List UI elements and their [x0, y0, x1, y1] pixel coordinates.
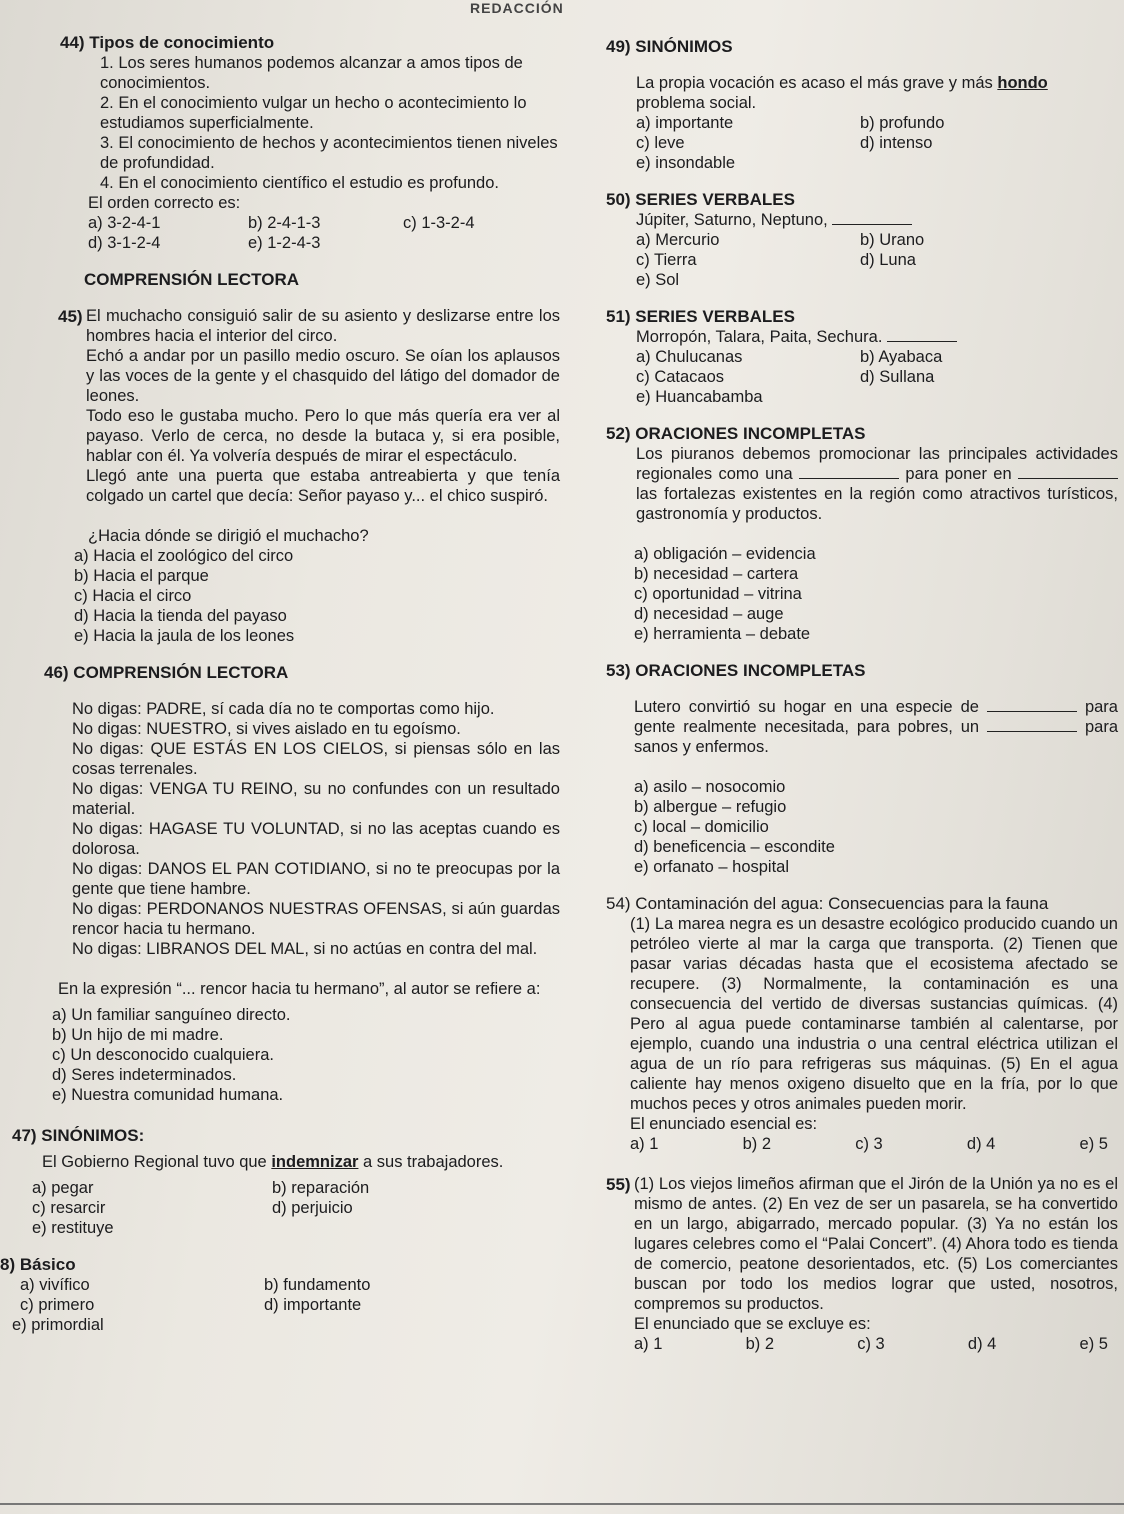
question-50: [606, 189, 1118, 290]
q48-title: 8) Básico: [0, 1255, 76, 1274]
left-column: [0, 32, 560, 1335]
q46-line: No digas: QUE ESTÁS EN LOS CIELOS, si piensas sólo en las cosas terrenales.: [72, 740, 560, 778]
q44-prompt: El orden correcto es:: [88, 194, 241, 212]
q52-option-d[interactable]: d) necesidad – auge: [634, 605, 784, 623]
q45-option-b[interactable]: b) Hacia el parque: [74, 567, 209, 585]
q46-option-b[interactable]: b) Un hijo de mi madre.: [52, 1026, 224, 1044]
q48-option-a[interactable]: a) vivífico: [20, 1276, 90, 1294]
question-48: [0, 1254, 560, 1335]
q45-question: ¿Hacia dónde se dirigió el muchacho?: [88, 527, 369, 545]
q47-sentence: [12, 1152, 560, 1172]
q50-option-b[interactable]: b) Urano: [860, 231, 925, 249]
q48-option-e[interactable]: e) primordial: [12, 1316, 104, 1334]
q46-question: En la expresión “... rencor hacia tu hermano”, al autor se refiere a:: [58, 980, 541, 998]
q51-option-a[interactable]: a) Chulucanas: [636, 348, 743, 366]
q44-option-b[interactable]: b) 2-4-1-3: [248, 214, 321, 232]
question-51: [606, 306, 1118, 407]
q47-option-d[interactable]: d) perjuicio: [272, 1199, 353, 1217]
q50-option-c[interactable]: c) Tierra: [636, 251, 697, 269]
q55-option-b[interactable]: b) 2: [745, 1335, 775, 1353]
q52-part2: para poner en: [905, 465, 1012, 483]
question-49: [606, 36, 1118, 173]
question-47: [12, 1125, 560, 1238]
q53-blank-1: [987, 711, 1077, 712]
q49-title: 49) SINÓNIMOS: [606, 37, 733, 56]
q45-paragraph: Llegó ante una puerta que estaba antreabierta y que tenía colgado un cartel que decía: Señor payaso y... el chico suspiró.: [86, 467, 560, 505]
q46-option-d[interactable]: d) Seres indeterminados.: [52, 1066, 237, 1084]
q45-option-d[interactable]: d) Hacia la tienda del payaso: [74, 607, 287, 625]
right-column: [606, 32, 1118, 1354]
q48-option-b[interactable]: b) fundamento: [264, 1276, 371, 1294]
q47-option-e[interactable]: e) restituye: [32, 1219, 114, 1237]
q46-line: No digas: PERDONANOS NUESTRAS OFENSAS, si aún guardas rencor hacia tu hermano.: [72, 900, 560, 938]
q51-option-b[interactable]: b) Ayabaca: [860, 348, 943, 366]
q54-title-text: 54) Contaminación del agua: Consecuencias para la fauna: [606, 894, 1049, 913]
q49-option-d[interactable]: d) intenso: [860, 134, 933, 152]
q47-option-c[interactable]: c) resarcir: [32, 1199, 106, 1217]
q51-title: 51) SERIES VERBALES: [606, 307, 795, 326]
q44-item: 2. En el conocimiento vulgar un hecho o acontecimiento lo estudiamos superficialmente.: [100, 94, 527, 132]
q53-title: 53) ORACIONES INCOMPLETAS: [606, 661, 866, 680]
q46-line: No digas: NUESTRO, si vives aislado en tu egoísmo.: [72, 720, 461, 738]
q44-item: 1. Los seres humanos podemos alcanzar a amos tipos de conocimientos.: [100, 54, 523, 92]
q47-keyword: indemnizar: [271, 1153, 359, 1171]
q46-line: No digas: PADRE, sí cada día no te comportas como hijo.: [72, 700, 495, 718]
q52-blank-2: [1018, 478, 1118, 479]
q54-title: [606, 893, 1118, 914]
q45-number: 45): [58, 307, 83, 326]
q52-part3: las fortalezas existentes en la región como atractivos turísticos, gastronomía y productos.: [636, 485, 1118, 523]
q45-paragraph: Echó a andar por un pasillo medio oscuro. Se oían los aplausos y las voces de la gente y el chasquido del látigo del domador de leones.: [86, 347, 560, 405]
q55-option-a[interactable]: a) 1: [634, 1335, 663, 1353]
q47-after: a sus trabajadores.: [358, 1153, 504, 1171]
question-52: [606, 423, 1118, 644]
q54-option-b[interactable]: b) 2: [742, 1135, 772, 1153]
q52-option-e[interactable]: e) herramienta – debate: [634, 625, 811, 643]
q48-option-d[interactable]: d) importante: [264, 1296, 362, 1314]
question-55: [606, 1174, 1118, 1354]
q49-keyword: hondo: [997, 74, 1048, 92]
q46-line: No digas: HAGASE TU VOLUNTAD, si no las aceptas cuando es dolorosa.: [72, 820, 560, 858]
q49-option-a[interactable]: a) importante: [636, 114, 734, 132]
q53-option-e[interactable]: e) orfanato – hospital: [634, 858, 790, 876]
q45-option-c[interactable]: c) Hacia el circo: [74, 587, 192, 605]
question-44: [12, 32, 560, 253]
q52-blank-1: [799, 478, 899, 479]
q50-option-a[interactable]: a) Mercurio: [636, 231, 720, 249]
q47-option-a[interactable]: a) pegar: [32, 1179, 94, 1197]
q47-before: El Gobierno Regional tuvo que: [42, 1153, 272, 1171]
q51-series: Morropón, Talara, Paita, Sechura.: [636, 328, 883, 346]
q47-option-b[interactable]: b) reparación: [272, 1179, 370, 1197]
q51-option-e[interactable]: e) Huancabamba: [636, 388, 763, 406]
q50-answer-blank: [832, 224, 912, 225]
q44-item: 4. En el conocimiento científico el estudio es profundo.: [100, 174, 499, 192]
q49-option-e[interactable]: e) insondable: [636, 154, 736, 172]
q49-sentence: [606, 73, 1118, 113]
section-comprension: COMPRENSIÓN LECTORA: [84, 270, 300, 289]
question-46: [12, 662, 560, 1105]
q47-title: 47) SINÓNIMOS:: [12, 1126, 145, 1145]
q48-option-c[interactable]: c) primero: [20, 1296, 95, 1314]
q52-part1: Los piuranos debemos promocionar las principales actividades regionales como una: [636, 445, 1118, 483]
q53-option-c[interactable]: c) local – domicilio: [634, 818, 769, 836]
q45-paragraph: El muchacho consiguió salir de su asiento y deslizarse entre los hombres hacia el interior del circo.: [86, 307, 560, 345]
q50-option-d[interactable]: d) Luna: [860, 251, 916, 269]
q55-number: 55): [606, 1175, 631, 1194]
q53-sentence: [606, 697, 1118, 757]
q49-before: La propia vocación es acaso el más grave y más: [636, 74, 998, 92]
q54-option-e[interactable]: e) 5: [1079, 1135, 1108, 1153]
q52-option-c[interactable]: c) oportunidad – vitrina: [634, 585, 802, 603]
q46-line: No digas: VENGA TU REINO, su no confundes con un resultado material.: [72, 780, 560, 818]
q46-poem: [12, 699, 560, 959]
q50-option-e[interactable]: e) Sol: [636, 271, 680, 289]
q44-option-e[interactable]: e) 1-2-4-3: [248, 234, 321, 252]
q54-option-c[interactable]: c) 3: [855, 1135, 883, 1153]
q44-items: [12, 53, 560, 193]
q49-option-b[interactable]: b) profundo: [860, 114, 945, 132]
q54-text: (1) La marea negra es un desastre ecológico producido cuando un petróleo vierte al mar la carga que transporta. (2) Tienen que pasar varias décadas hasta que el ecosistema afectado se recupere. (3) Normalmente, la contaminación es una consecuencia del vertido de diversas sustancias químicas. (4) Pero al agua puede contaminarse también al calentarse, por ejemplo, cuando una industria o una central eléctrica utilizan el agua de un río para refrigeras sus máquinas. (5) En el agua caliente hay menos oxigeno disuelto que en la fría, por lo que muchos peces y otros animales pueden morir.: [630, 915, 1118, 1113]
q49-option-c[interactable]: c) leve: [636, 134, 685, 152]
q51-option-c[interactable]: c) Catacaos: [636, 368, 725, 386]
q54-prompt: El enunciado esencial es:: [630, 1115, 818, 1133]
q45-paragraph: Todo eso le gustaba mucho. Pero lo que más quería era ver al payaso. Verlo de cerca, no desde la butaca y, si era posible, hablar con él. Ya volvería después de mirar el espectáculo.: [86, 407, 560, 465]
q44-title: 44) Tipos de conocimiento: [60, 33, 275, 52]
q55-text: (1) Los viejos limeños afirman que el Jirón de la Unión ya no es el mismo de antes. (2) En vez de ser un pasarela, se ha convertido en un largo, abigarrado, mercado popular. (3) Ya no están los lugares celebres como el “Palai Concert”. (4) Ahora todo es tienda de comercio, peatone desorientados, etc. (5) Los comerciantes buscan por todo los medios lograr que usted, nosotros, compremos su productos.: [634, 1175, 1118, 1313]
q46-option-e[interactable]: e) Nuestra comunidad humana.: [52, 1086, 284, 1104]
q46-title: 46) COMPRENSIÓN LECTORA: [44, 663, 289, 682]
q44-item: 3. El conocimiento de hechos y acontecimientos tienen niveles de profundidad.: [100, 134, 558, 172]
question-54: [606, 893, 1118, 1154]
page-edge-line: [0, 1503, 1124, 1505]
q54-option-d[interactable]: d) 4: [966, 1135, 996, 1153]
q50-title: 50) SERIES VERBALES: [606, 190, 795, 209]
q55-prompt: El enunciado que se excluye es:: [634, 1315, 871, 1333]
q44-option-c[interactable]: c) 1-3-2-4: [403, 214, 475, 232]
header-strip: REDACCIÓN: [470, 0, 564, 16]
q51-answer-blank: [887, 341, 957, 342]
q52-sentence: [606, 444, 1118, 524]
q55-option-c[interactable]: c) 3: [857, 1335, 885, 1353]
q53-part3: para sanos y enfermos.: [634, 718, 1119, 756]
q46-line: No digas: LIBRANOS DEL MAL, si no actúas en contra del mal.: [72, 940, 538, 958]
q53-option-d[interactable]: d) beneficencia – escondite: [634, 838, 835, 856]
q44-option-d[interactable]: d) 3-1-2-4: [88, 234, 161, 252]
q53-part1: Lutero convirtió su hogar en una especie de: [634, 698, 979, 716]
question-53: [606, 660, 1118, 877]
q46-option-a[interactable]: a) Un familiar sanguíneo directo.: [52, 1006, 291, 1024]
q52-option-a[interactable]: a) obligación – evidencia: [634, 545, 816, 563]
q55-option-e[interactable]: e) 5: [1079, 1335, 1108, 1353]
q50-series: Júpiter, Saturno, Neptuno,: [636, 211, 828, 229]
q46-option-c[interactable]: c) Un desconocido cualquiera.: [52, 1046, 274, 1064]
q54-option-a[interactable]: a) 1: [630, 1135, 659, 1153]
question-45: [12, 306, 560, 646]
q44-option-a[interactable]: a) 3-2-4-1: [88, 214, 161, 232]
q55-option-d[interactable]: d) 4: [967, 1335, 997, 1353]
q53-option-b[interactable]: b) albergue – refugio: [634, 798, 787, 816]
q53-option-a[interactable]: a) asilo – nosocomio: [634, 778, 786, 796]
q46-line: No digas: DANOS EL PAN COTIDIANO, si no te preocupas por la gente que tiene hambre.: [72, 860, 560, 898]
q52-title: 52) ORACIONES INCOMPLETAS: [606, 424, 866, 443]
q53-blank-2: [987, 731, 1077, 732]
q45-option-e[interactable]: e) Hacia la jaula de los leones: [74, 627, 295, 645]
q53-part2: para gente realmente necesitada, para pobres, un: [634, 698, 1118, 736]
q51-option-d[interactable]: d) Sullana: [860, 368, 935, 386]
q45-option-a[interactable]: a) Hacia el zoológico del circo: [74, 547, 294, 565]
q52-option-b[interactable]: b) necesidad – cartera: [634, 565, 799, 583]
q49-after: problema social.: [636, 94, 757, 112]
